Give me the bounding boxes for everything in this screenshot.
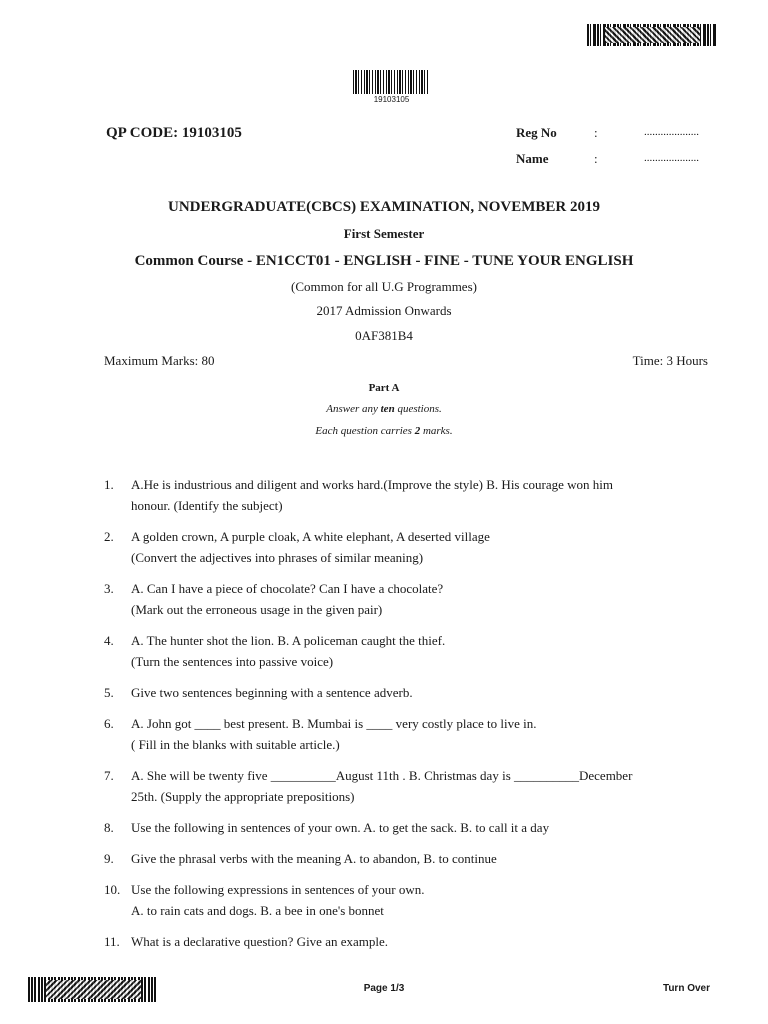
question-item [104, 765, 704, 807]
question-item [104, 578, 704, 620]
course-title: Common Course - EN1CCT01 - ENGLISH - FINE - TUNE YOUR ENGLISH [134, 253, 634, 269]
question-item [104, 682, 704, 703]
question-text: A. The hunter shot the lion. B. A policeman caught the thief. (Turn the sentences into passive voice) [131, 633, 446, 669]
name-field: .................... [644, 152, 699, 164]
question-text: Give the phrasal verbs with the meaning A. to abandon, B. to continue [131, 851, 497, 866]
instruction-2: Each question carries 2 marks. [315, 425, 453, 437]
barcode-center [353, 70, 430, 94]
question-text: Use the following expressions in sentences of your own. A. to rain cats and dogs. B. a bee in one's bonnet [131, 882, 425, 918]
question-number: 3. [104, 581, 114, 596]
instruction-1: Answer any ten questions. [326, 403, 442, 415]
question-text: Give two sentences beginning with a sentence adverb. [131, 685, 413, 700]
question-number: 1. [104, 477, 114, 492]
question-number: 6. [104, 716, 114, 731]
question-item [104, 474, 704, 516]
barcode-top-right [587, 24, 717, 46]
question-item [104, 848, 704, 869]
question-number: 8. [104, 820, 114, 835]
question-item [104, 931, 704, 952]
question-text: A. Can I have a piece of chocolate? Can I have a chocolate? (Mark out the erroneous usage in the given pair) [131, 581, 444, 617]
admission: 2017 Admission Onwards [316, 303, 452, 318]
question-number: 9. [104, 851, 114, 866]
question-text: A golden crown, A purple cloak, A white elephant, A deserted village (Convert the adjectives into phrases of similar meaning) [131, 529, 490, 565]
question-item [104, 879, 704, 921]
exam-time: Time: 3 Hours [632, 353, 708, 368]
turn-over: Turn Over [662, 983, 710, 994]
qp-code: QP CODE: 19103105 [106, 125, 242, 141]
question-text: A.He is industrious and diligent and works hard.(Improve the style) B. His courage won him honour. (Identify the subject) [131, 477, 613, 513]
paper-code: 0AF381B4 [355, 328, 413, 343]
part-title: Part A [368, 382, 400, 394]
question-number: 2. [104, 529, 114, 544]
question-text: Use the following in sentences of your own. A. to get the sack. B. to call it a day [131, 820, 550, 835]
max-marks: Maximum Marks: 80 [104, 353, 215, 368]
question-item [104, 526, 704, 568]
question-item [104, 630, 704, 672]
question-text: What is a declarative question? Give an example. [131, 934, 389, 949]
question-number: 5. [104, 685, 114, 700]
page-number: Page 1/3 [363, 983, 405, 994]
reg-no-label: Reg No [516, 125, 557, 140]
reg-no-field: .................... [644, 126, 699, 138]
question-number: 10. [104, 882, 121, 897]
reg-no-colon: : [594, 125, 598, 140]
question-number: 4. [104, 633, 114, 648]
name-colon: : [594, 151, 598, 166]
common-for: (Common for all U.G Programmes) [291, 279, 477, 294]
question-item [104, 817, 704, 838]
name-label: Name [516, 151, 549, 166]
barcode-number: 19103105 [373, 95, 410, 104]
exam-title: UNDERGRADUATE(CBCS) EXAMINATION, NOVEMBER 2019 [168, 199, 600, 215]
question-item [104, 713, 704, 755]
question-text: A. John got ____ best present. B. Mumbai is ____ very costly place to live in. ( Fill in the blanks with suitable article.) [131, 716, 537, 752]
semester: First Semester [343, 226, 425, 241]
question-number: 7. [104, 768, 114, 783]
question-text: A. She will be twenty five __________August 11th . B. Christmas day is __________December 25th. (Supply the appropriate prepositions) [131, 768, 633, 804]
question-number: 11. [104, 934, 120, 949]
